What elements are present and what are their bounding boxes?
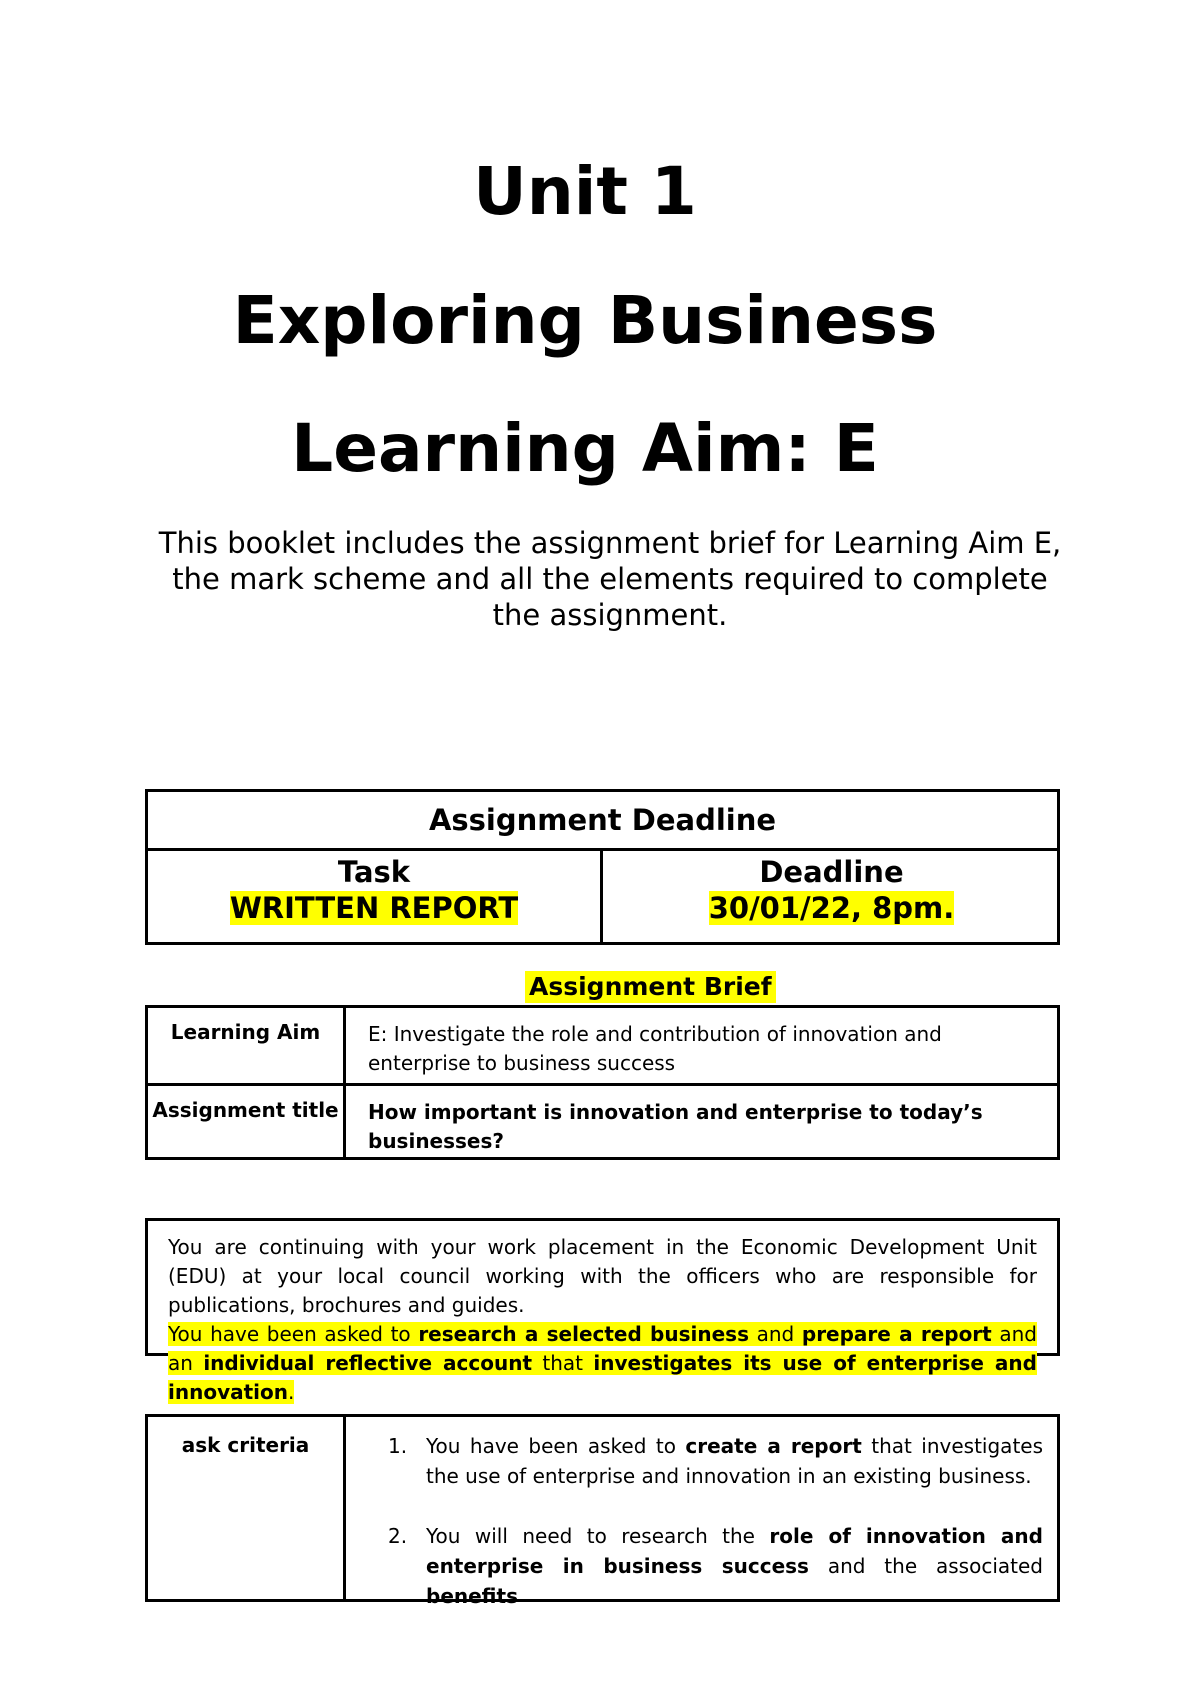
scenario-text: You have been asked to xyxy=(168,1322,419,1346)
scenario-text: and an xyxy=(168,1322,1038,1375)
assignment-brief-heading: Assignment Brief xyxy=(525,971,776,1003)
scenario-text: that xyxy=(532,1351,594,1375)
criteria-text: You will need to research the xyxy=(426,1524,770,1548)
scenario-emphasis: prepare a report xyxy=(801,1322,992,1346)
subject-title: Exploring Business xyxy=(232,282,938,359)
brief-row-value: How important is innovation and enterprise to today’s businesses? xyxy=(368,1100,983,1153)
task-value: WRITTEN REPORT xyxy=(229,891,519,925)
scenario-box xyxy=(145,1218,1060,1404)
deadline-table xyxy=(145,789,1060,945)
scenario-task xyxy=(168,1320,1037,1407)
deadline-value: 30/01/22, 8pm. xyxy=(708,891,955,925)
brief-row-label: Learning Aim xyxy=(148,1008,346,1083)
criteria-text: You have been asked to xyxy=(426,1434,686,1458)
deadline-label: Deadline xyxy=(759,855,904,889)
scenario-emphasis: investigates its use of enterprise and innovation xyxy=(168,1351,1037,1404)
list-number: 2. xyxy=(388,1524,408,1548)
scenario-emphasis: research a selected business xyxy=(418,1322,749,1346)
criteria-emphasis: role of innovation and enterprise in business success xyxy=(426,1524,1043,1578)
scenario-text: . xyxy=(288,1380,295,1404)
brief-row-learning-aim xyxy=(148,1008,1057,1086)
list-item xyxy=(388,1521,1043,1611)
deadline-cell xyxy=(606,851,1057,942)
intro-paragraph: This booklet includes the assignment brief for Learning Aim E, the mark scheme and all the elements required to complete the assignment. xyxy=(158,526,1062,632)
brief-row-label: Assignment title xyxy=(148,1086,346,1157)
criteria-label: ask criteria xyxy=(148,1417,346,1599)
task-label: Task xyxy=(337,855,411,889)
task-cell xyxy=(148,851,603,942)
criteria-text: and the associated xyxy=(808,1554,1043,1578)
unit-title: Unit 1 xyxy=(473,153,697,230)
list-number: 1. xyxy=(388,1434,408,1458)
criteria-emphasis: benefits xyxy=(426,1584,518,1608)
task-criteria-table xyxy=(145,1414,1060,1608)
list-item xyxy=(388,1431,1043,1491)
criteria-text: that investigates the use of enterprise and innovation in an existing business. xyxy=(426,1434,1044,1488)
scenario-text: and xyxy=(748,1322,802,1346)
criteria-emphasis: create a report xyxy=(685,1434,862,1458)
scenario-emphasis: individual reflective account xyxy=(203,1351,533,1375)
assignment-brief-table xyxy=(145,1005,1060,1160)
scenario-intro: You are continuing with your work placement in the Economic Development Unit (EDU) at your local council working with the officers who are responsible for publications, brochures and guides. xyxy=(168,1235,1037,1317)
learning-aim-title: Learning Aim: E xyxy=(291,410,879,487)
brief-row-assignment-title xyxy=(148,1086,1057,1157)
brief-row-value: E: Investigate the role and contribution of innovation and enterprise to business success xyxy=(368,1022,942,1075)
deadline-table-heading: Assignment Deadline xyxy=(148,792,1057,851)
criteria-list xyxy=(388,1431,1043,1641)
